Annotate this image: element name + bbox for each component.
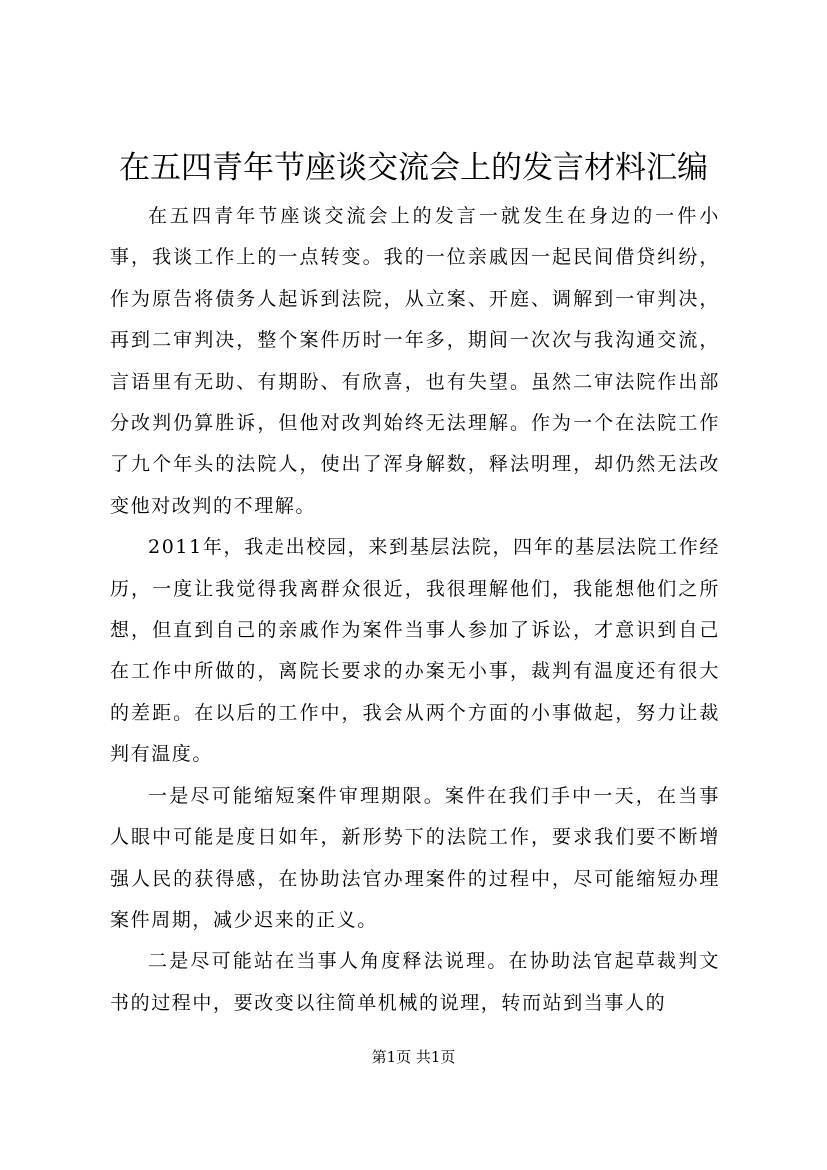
paragraph-3: 一是尽可能缩短案件审理期限。案件在我们手中一天，在当事人眼中可能是度日如年，新形势下的法院工作，要求我们要不断增强人民的获得感，在协助法官办理案件的过程中，尽可能缩短办理案件周期，减少迟来的正义。 bbox=[110, 784, 720, 931]
paragraph-4: 二是尽可能站在当事人角度释法说理。在协助法官起草裁判文书的过程中，要改变以往简单机械的说理，转而站到当事人的 bbox=[110, 950, 720, 1014]
document-body bbox=[110, 196, 720, 1024]
page-footer: 第1页 共1页 bbox=[371, 1048, 456, 1066]
document-title: 在五四青年节座谈交流会上的发言材料汇编 bbox=[119, 150, 708, 186]
paragraph-2: 2011年，我走出校园，来到基层法院，四年的基层法院工作经历，一度让我觉得我离群众很近，我很理解他们，我能想他们之所想，但直到自己的亲戚作为案件当事人参加了诉讼，才意识到自己在工作中所做的，离院长要求的办案无小事，裁判有温度还有很大的差距。在以后的工作中，我会从两个方面的小事做起，努力让裁判有温度。 bbox=[110, 536, 720, 766]
paragraph-1: 在五四青年节座谈交流会上的发言一就发生在身边的一件小事，我谈工作上的一点转变。我的一位亲戚因一起民间借贷纠纷，作为原告将债务人起诉到法院，从立案、开庭、调解到一审判决，再到二审判决，整个案件历时一年多，期间一次次与我沟通交流，言语里有无助、有期盼、有欣喜，也有失望。虽然二审法院作出部分改判仍算胜诉，但他对改判始终无法理解。作为一个在法院工作了九个年头的法院人，使出了浑身解数，释法明理，却仍然无法改变他对改判的不理解。 bbox=[110, 205, 720, 517]
